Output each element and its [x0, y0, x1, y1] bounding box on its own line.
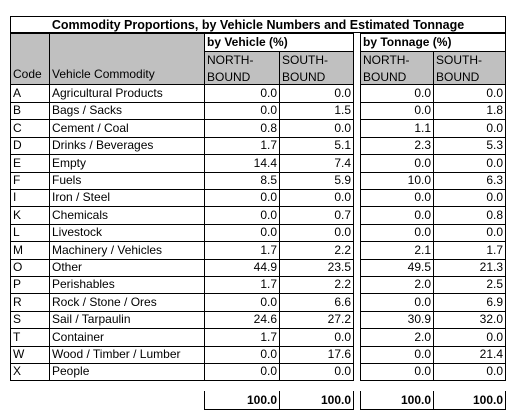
cell-tonnage-northbound: 49.5	[360, 259, 434, 277]
cell-tonnage-southbound: 21.3	[433, 259, 506, 277]
cell-tonnage-southbound: 0.0	[433, 224, 506, 242]
cell-code: I	[10, 189, 50, 207]
cell-vehicle-southbound: 0.0	[279, 85, 354, 103]
total-tonnage-northbound: 100.0	[360, 391, 434, 410]
cell-vehicle-northbound: 1.7	[204, 276, 280, 294]
cell-commodity: Bags / Sacks	[49, 102, 205, 120]
cell-code: O	[10, 259, 50, 277]
cell-vehicle-northbound: 0.0	[204, 294, 280, 312]
header-north-line2: BOUND	[207, 70, 251, 84]
cell-commodity: Cement / Coal	[49, 120, 205, 138]
cell-vehicle-northbound: 1.7	[204, 137, 280, 155]
header-tonnage-northbound	[360, 51, 434, 85]
header-code-label: Code	[13, 67, 42, 81]
cell-vehicle-northbound: 0.0	[204, 207, 280, 225]
header-vehicle-northbound	[204, 51, 280, 85]
header-north-line1: NORTH-	[207, 53, 254, 67]
cell-vehicle-southbound: 7.4	[279, 155, 354, 173]
cell-commodity: Drinks / Beverages	[49, 137, 205, 155]
cell-tonnage-southbound: 0.0	[433, 329, 506, 347]
cell-tonnage-northbound: 10.0	[360, 172, 434, 190]
cell-vehicle-southbound: 27.2	[279, 311, 354, 329]
cell-commodity: Machinery / Vehicles	[49, 242, 205, 260]
cell-vehicle-northbound: 14.4	[204, 155, 280, 173]
cell-vehicle-northbound: 0.0	[204, 189, 280, 207]
cell-commodity: Chemicals	[49, 207, 205, 225]
cell-code: M	[10, 242, 50, 260]
total-vehicle-southbound: 100.0	[279, 391, 354, 410]
cell-tonnage-southbound: 0.0	[433, 155, 506, 173]
cell-tonnage-northbound: 0.0	[360, 294, 434, 312]
cell-tonnage-northbound: 2.1	[360, 242, 434, 260]
cell-code: T	[10, 329, 50, 347]
header-north-line1: NORTH-	[363, 53, 410, 67]
header-vehicle-southbound	[279, 51, 354, 85]
cell-tonnage-southbound: 0.0	[433, 363, 506, 381]
cell-vehicle-northbound: 1.7	[204, 242, 280, 260]
cell-vehicle-southbound: 5.1	[279, 137, 354, 155]
cell-code: D	[10, 137, 50, 155]
cell-vehicle-southbound: 23.5	[279, 259, 354, 277]
cell-code: P	[10, 276, 50, 294]
cell-vehicle-southbound: 0.0	[279, 120, 354, 138]
cell-commodity: Other	[49, 259, 205, 277]
cell-commodity: Perishables	[49, 276, 205, 294]
cell-vehicle-northbound: 0.0	[204, 85, 280, 103]
cell-vehicle-northbound: 0.8	[204, 120, 280, 138]
cell-vehicle-northbound: 0.0	[204, 224, 280, 242]
header-north-line2: BOUND	[363, 70, 407, 84]
cell-commodity: Fuels	[49, 172, 205, 190]
cell-vehicle-southbound: 2.2	[279, 242, 354, 260]
cell-vehicle-northbound: 1.7	[204, 329, 280, 347]
cell-tonnage-northbound: 0.0	[360, 224, 434, 242]
header-south-line1: SOUTH-	[436, 53, 482, 67]
cell-code: X	[10, 363, 50, 381]
header-code	[10, 33, 50, 85]
cell-tonnage-northbound: 2.0	[360, 329, 434, 347]
cell-tonnage-southbound: 0.8	[433, 207, 506, 225]
cell-vehicle-southbound: 1.5	[279, 102, 354, 120]
cell-tonnage-southbound: 6.3	[433, 172, 506, 190]
cell-vehicle-southbound: 0.0	[279, 329, 354, 347]
cell-tonnage-southbound: 6.9	[433, 294, 506, 312]
cell-code: B	[10, 102, 50, 120]
cell-code: C	[10, 120, 50, 138]
cell-code: L	[10, 224, 50, 242]
total-tonnage-southbound: 100.0	[433, 391, 506, 410]
cell-commodity: Wood / Timber / Lumber	[49, 346, 205, 364]
cell-code: R	[10, 294, 50, 312]
cell-tonnage-southbound: 5.3	[433, 137, 506, 155]
cell-vehicle-northbound: 24.6	[204, 311, 280, 329]
group-header-tonnage: by Tonnage (%)	[360, 33, 506, 51]
cell-tonnage-southbound: 0.0	[433, 85, 506, 103]
cell-code: K	[10, 207, 50, 225]
cell-tonnage-northbound: 2.0	[360, 276, 434, 294]
cell-code: A	[10, 85, 50, 103]
cell-code: E	[10, 155, 50, 173]
cell-tonnage-northbound: 0.0	[360, 102, 434, 120]
cell-tonnage-northbound: 0.0	[360, 85, 434, 103]
cell-code: S	[10, 311, 50, 329]
table-title: Commodity Proportions, by Vehicle Numbers and Estimated Tonnage	[10, 16, 506, 33]
cell-commodity: Sail / Tarpaulin	[49, 311, 205, 329]
cell-vehicle-southbound: 5.9	[279, 172, 354, 190]
cell-tonnage-northbound: 0.0	[360, 346, 434, 364]
cell-commodity: Iron / Steel	[49, 189, 205, 207]
cell-commodity: Empty	[49, 155, 205, 173]
cell-commodity: Rock / Stone / Ores	[49, 294, 205, 312]
cell-tonnage-northbound: 1.1	[360, 120, 434, 138]
header-south-line2: BOUND	[436, 70, 480, 84]
header-commodity-label: Vehicle Commodity	[52, 67, 155, 81]
cell-vehicle-southbound: 17.6	[279, 346, 354, 364]
cell-vehicle-southbound: 2.2	[279, 276, 354, 294]
header-commodity	[49, 33, 205, 85]
cell-vehicle-southbound: 0.0	[279, 363, 354, 381]
cell-tonnage-southbound: 0.0	[433, 120, 506, 138]
total-vehicle-northbound: 100.0	[204, 391, 280, 410]
cell-vehicle-southbound: 0.0	[279, 189, 354, 207]
cell-vehicle-southbound: 6.6	[279, 294, 354, 312]
cell-tonnage-southbound: 1.8	[433, 102, 506, 120]
cell-tonnage-southbound: 32.0	[433, 311, 506, 329]
cell-tonnage-southbound: 1.7	[433, 242, 506, 260]
cell-code: W	[10, 346, 50, 364]
header-tonnage-southbound	[433, 51, 506, 85]
cell-vehicle-northbound: 0.0	[204, 102, 280, 120]
cell-vehicle-northbound: 8.5	[204, 172, 280, 190]
group-header-vehicle: by Vehicle (%)	[204, 33, 354, 51]
cell-tonnage-northbound: 0.0	[360, 189, 434, 207]
cell-tonnage-northbound: 0.0	[360, 207, 434, 225]
cell-tonnage-northbound: 2.3	[360, 137, 434, 155]
commodity-table	[10, 16, 506, 407]
cell-commodity: Container	[49, 329, 205, 347]
cell-vehicle-southbound: 0.0	[279, 224, 354, 242]
cell-commodity: Livestock	[49, 224, 205, 242]
cell-tonnage-northbound: 0.0	[360, 155, 434, 173]
cell-tonnage-southbound: 0.0	[433, 189, 506, 207]
cell-vehicle-northbound: 0.0	[204, 363, 280, 381]
cell-tonnage-southbound: 21.4	[433, 346, 506, 364]
cell-vehicle-southbound: 0.7	[279, 207, 354, 225]
cell-commodity: People	[49, 363, 205, 381]
cell-vehicle-northbound: 44.9	[204, 259, 280, 277]
cell-tonnage-northbound: 0.0	[360, 363, 434, 381]
header-south-line1: SOUTH-	[282, 53, 328, 67]
cell-vehicle-northbound: 0.0	[204, 346, 280, 364]
cell-code: F	[10, 172, 50, 190]
cell-tonnage-northbound: 30.9	[360, 311, 434, 329]
cell-tonnage-southbound: 2.5	[433, 276, 506, 294]
cell-commodity: Agricultural Products	[49, 85, 205, 103]
header-south-line2: BOUND	[282, 70, 326, 84]
